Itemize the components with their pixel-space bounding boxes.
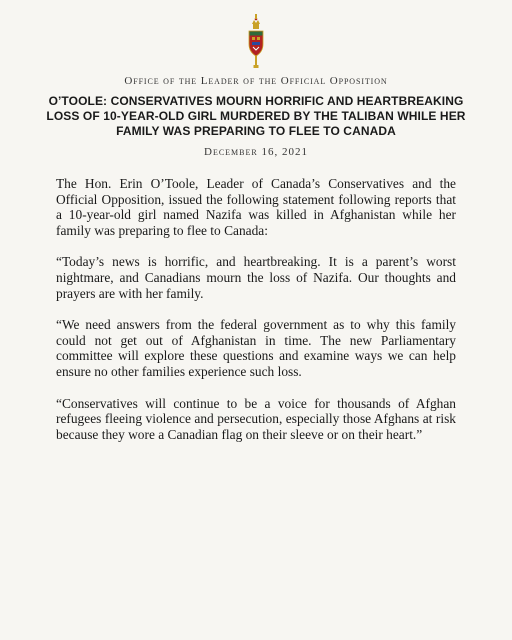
coat-of-arms-emblem bbox=[244, 14, 268, 70]
statement-body bbox=[56, 176, 456, 458]
paragraph-quote-2: “We need answers from the federal government as to why this family could not get out of Afghanistan in time. The new Parliamentary committee will explore these questions and examine ways we can help ensure no other families experience such loss. bbox=[56, 317, 456, 379]
release-date: December 16, 2021 bbox=[204, 146, 308, 158]
paragraph-quote-3: “Conservatives will continue to be a voice for thousands of Afghan refugees fleeing violence and persecution, especially those Afghans at risk because they wore a Canadian flag on their sleeve or on their heart.” bbox=[56, 395, 456, 442]
paragraph-intro: The Hon. Erin O’Toole, Leader of Canada’s Conservatives and the Official Opposition, issued the following statement following reports that a 10-year-old girl named Nazifa was killed in Afghanistan while her family was preparing to flee to Canada: bbox=[56, 176, 456, 238]
paragraph-quote-1: “Today’s news is horrific, and heartbreaking. It is a parent’s worst nightmare, and Canadians mourn the loss of Nazifa. Our thoughts and prayers are with her family. bbox=[56, 254, 456, 301]
headline: O’TOOLE: CONSERVATIVES MOURN HORRIFIC AND HEARTBREAKING LOSS OF 10-YEAR-OLD GIRL MURDERED BY THE TALIBAN WHILE HER FAMILY WAS PREPARING TO FLEE TO CANADA bbox=[46, 94, 466, 138]
office-line: Office of the Leader of the Official Opposition bbox=[124, 75, 388, 87]
